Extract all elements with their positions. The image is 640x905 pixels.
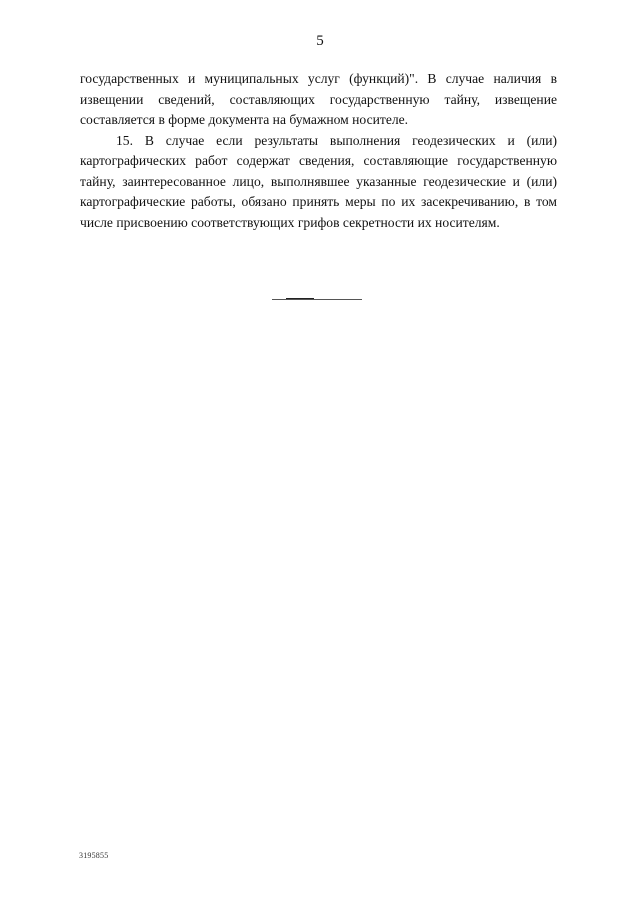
page-number: 5 (316, 33, 324, 49)
paragraph-15: 15. В случае если результаты выполнения геодезических и (или) картографических работ содержат сведения, составляющие государственную тайну, заинтересованное лицо, выполнявшее указанные геодезические и (или) картографические работы, обязано принять меры по их засекречиванию, в том числе присвоению соответствующих грифов секретности их носителям. (80, 132, 557, 230)
document-id-footer: 3195855 (79, 851, 109, 860)
end-of-text-rule-accent (286, 298, 314, 299)
paragraph-continuation: государственных и муниципальных услуг (функций)". В случае наличия в извещении сведений, составляющих государственную тайну, извещение составляется в форме документа на бумажном носителе. (80, 71, 557, 127)
end-of-text-rule (272, 299, 362, 300)
document-body (80, 69, 557, 233)
